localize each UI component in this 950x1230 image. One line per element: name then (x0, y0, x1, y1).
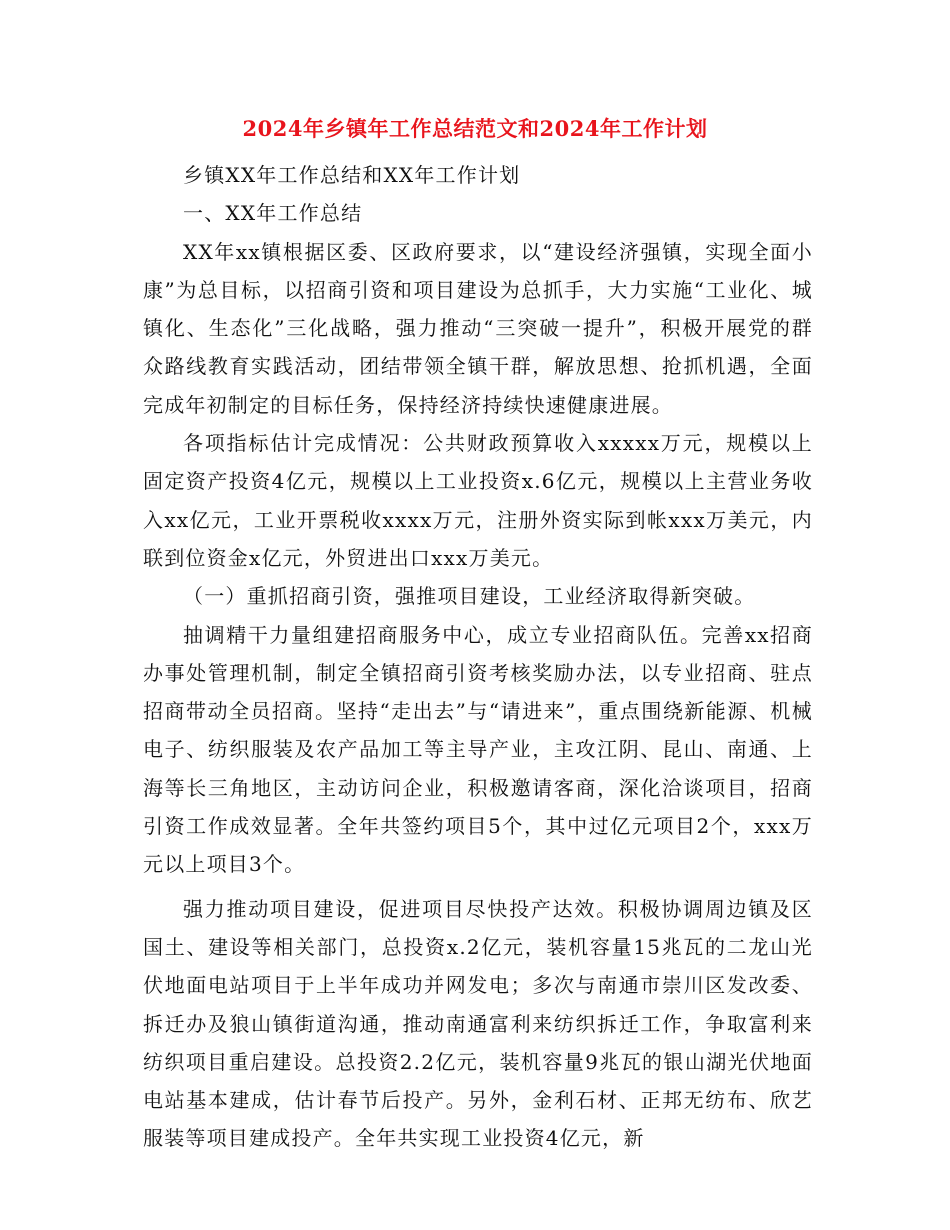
subtitle-paragraph: 乡镇XX年工作总结和XX年工作计划 (183, 163, 521, 187)
body-paragraph: 抽调精干力量组建招商服务中心，成立专业招商队伍。完善xx招商办事处管理机制，制定全镇招商引资考核奖励办法，以专业招商、驻点招商带动全员招商。坚持“走出去”与“请进来”，重点围绕新能源、机械电子、纺织服装及农产品加工等主导产业，主攻江阴、昆山、南通、上海等长三角地区，主动访问企业，积极邀请客商，深化洽谈项目，招商引资工作成效显著。全年共签约项目5个，其中过亿元项目2个，xxx万元以上项目3个。 (143, 622, 813, 877)
subsection-heading: （一）重抓招商引资，强推项目建设，工业经济取得新突破。 (183, 584, 756, 609)
body-paragraph: 各项指标估计完成情况：公共财政预算收入xxxxx万元，规模以上固定资产投资4亿元，规模以上工业投资x.6亿元，规模以上主营业务收入xx亿元，工业开票税收xxxx万元，注册外资实际到帐xxx万美元，内联到位资金x亿元，外贸进出口xxx万美元。 (143, 431, 813, 570)
document-title: 2024年乡镇年工作总结范文和2024年工作计划 (242, 116, 708, 141)
body-paragraph: 强力推动项目建设，促进项目尽快投产达效。积极协调周边镇及区国土、建设等相关部门，总投资x.2亿元，装机容量15兆瓦的二龙山光伏地面电站项目于上半年成功并网发电；多次与南通市崇川区发改委、拆迁办及狼山镇街道沟通，推动南通富利来纺织拆迁工作，争取富利来纺织项目重启建设。总投资2.2亿元，装机容量9兆瓦的银山湖光伏地面电站基本建成，估计春节后投产。另外，金利石材、正邦无纺布、欣艺服装等项目建成投产。全年共实现工业投资4亿元，新 (143, 896, 813, 1151)
document-body (143, 156, 813, 1158)
section-heading: 一、XX年工作总结 (183, 201, 363, 226)
body-paragraph: XX年xx镇根据区委、区政府要求，以“建设经济强镇，实现全面小康”为总目标，以招商引资和项目建设为总抓手，大力实施“工业化、城镇化、生态化”三化战略，强力推动“三突破一提升”，积极开展党的群众路线教育实践活动，团结带领全镇干群，解放思想、抢抓机遇，全面完成年初制定的目标任务，保持经济持续快速健康进展。 (143, 239, 813, 417)
